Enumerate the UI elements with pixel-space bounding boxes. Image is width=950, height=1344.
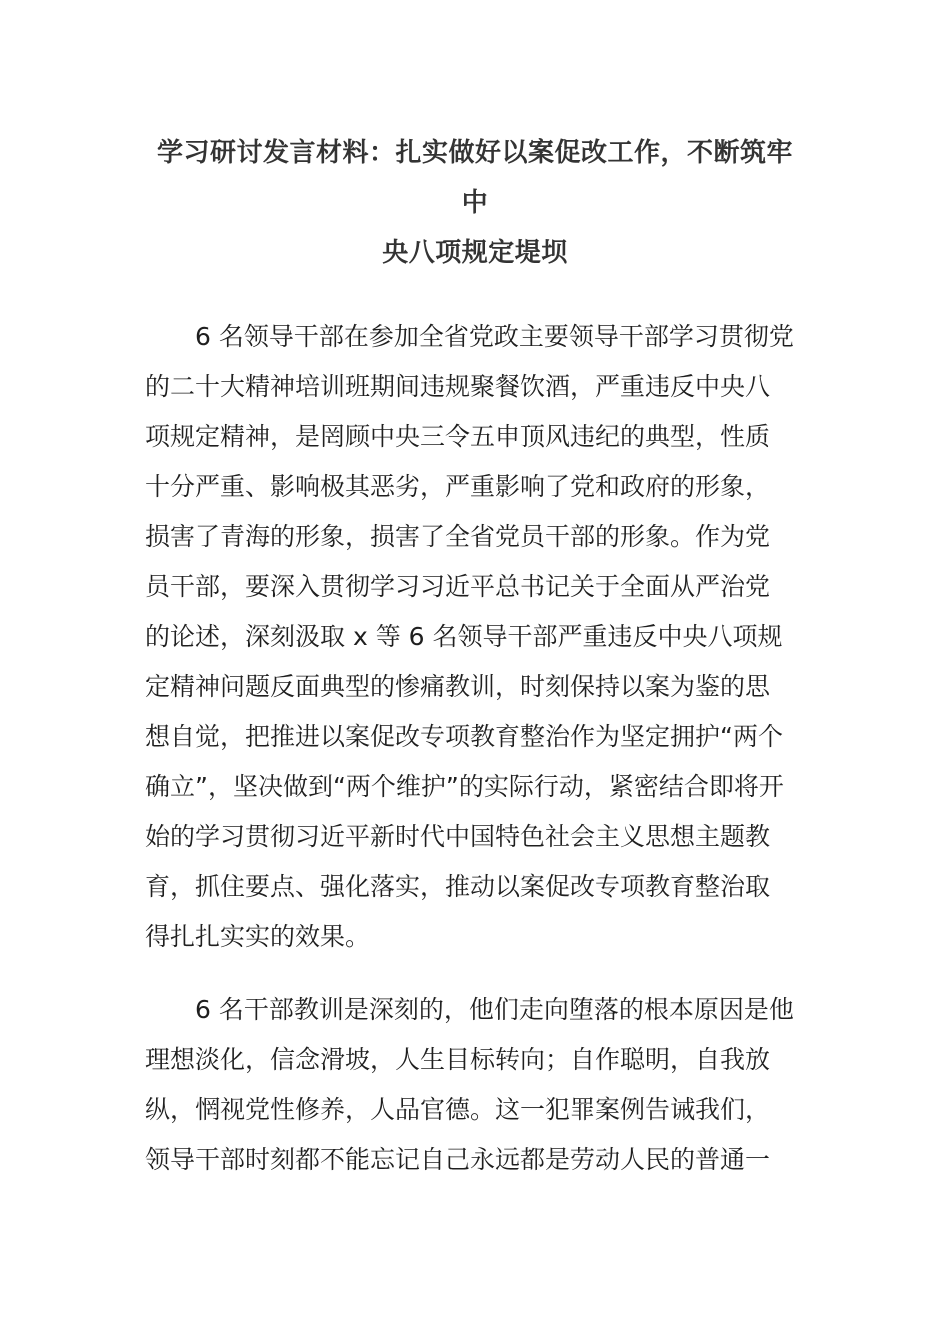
paragraph-line: 育，抓住要点、强化落实，推动以案促改专项教育整治取 — [145, 872, 771, 901]
title-line: 学习研讨发言材料：扎实做好以案促改工作，不断筑牢中 — [156, 138, 793, 218]
paragraph-line: 十分严重、影响极其恶劣，严重影响了党和政府的形象， — [145, 472, 771, 501]
document-title — [145, 128, 805, 278]
paragraph-line: 的论述，深刻汲取 x 等 6 名领导干部严重违反中央八项规 — [145, 622, 783, 651]
document-body — [145, 312, 810, 1185]
title-line: 央八项规定堤坝 — [382, 238, 568, 268]
paragraph-line: 的二十大精神培训班期间违规聚餐饮酒，严重违反中央八 — [145, 372, 771, 401]
paragraph-line: 领导干部时刻都不能忘记自己永远都是劳动人民的普通一 — [145, 1145, 771, 1174]
paragraph-line: 损害了青海的形象，损害了全省党员干部的形象。作为党 — [145, 522, 771, 551]
paragraph-line: 定精神问题反面典型的惨痛教训，时刻保持以案为鉴的思 — [145, 672, 771, 701]
paragraph-line: 6 名领导干部在参加全省党政主要领导干部学习贯彻党 — [195, 322, 794, 351]
paragraph-line: 员干部，要深入贯彻学习习近平总书记关于全面从严治党 — [145, 572, 771, 601]
paragraph-line: 项规定精神，是罔顾中央三令五申顶风违纪的典型，性质 — [145, 422, 771, 451]
paragraph-line: 纵，惘视党性修养，人品官德。这一犯罪案例告诫我们， — [145, 1095, 771, 1124]
paragraph-line: 始的学习贯彻习近平新时代中国特色社会主义思想主题教 — [145, 822, 771, 851]
paragraph-1 — [145, 312, 810, 962]
paragraph-line: 6 名干部教训是深刻的，他们走向堕落的根本原因是他 — [195, 995, 794, 1024]
paragraph-line: 确立”，坚决做到“两个维护”的实际行动，紧密结合即将开 — [145, 772, 784, 801]
paragraph-line: 理想淡化，信念滑坡，人生目标转向；自作聪明，自我放 — [145, 1045, 771, 1074]
paragraph-line: 想自觉，把推进以案促改专项教育整治作为坚定拥护“两个 — [145, 722, 783, 751]
paragraph-2 — [145, 985, 810, 1185]
paragraph-line: 得扎扎实实的效果。 — [145, 922, 371, 951]
